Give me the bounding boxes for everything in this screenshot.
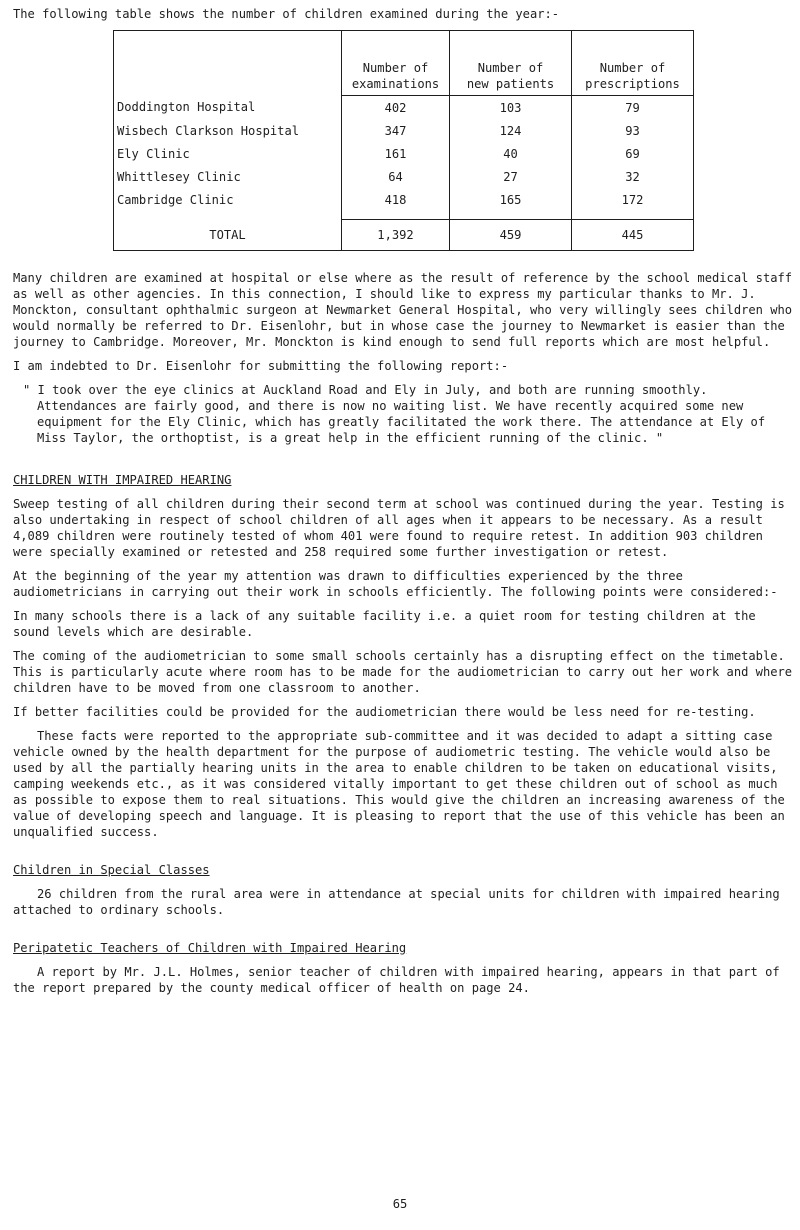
paragraph: If better facilities could be provided for the audiometrician there would be less need for re-testing. <box>13 705 756 719</box>
table-intro: The following table shows the number of children examined during the year:- <box>13 7 560 21</box>
table-spacer-row <box>114 211 694 220</box>
row-value: 347 <box>342 119 450 142</box>
examinations-table <box>113 30 694 251</box>
total-value: 1,392 <box>342 220 450 251</box>
table-total-row <box>114 220 694 251</box>
section-heading-special-classes: Children in Special Classes <box>13 863 210 877</box>
row-value: 69 <box>572 142 694 165</box>
header-examinations <box>342 31 450 96</box>
total-value: 459 <box>450 220 572 251</box>
row-value: 64 <box>342 165 450 188</box>
paragraph: Sweep testing of all children during their second term at school was continued during the year. Testing is also undertaking in respect of school children of all ages when it appears to be necessary. As a result 4,089 children were routinely tested of whom 401 were found to require retest. In addition 903 children were specially examined or retested and 258 required some further investigation or retest. <box>13 497 793 559</box>
row-value: 124 <box>450 119 572 142</box>
table-row <box>114 188 694 211</box>
total-value: 445 <box>572 220 694 251</box>
row-value: 32 <box>572 165 694 188</box>
header-new-patients <box>450 31 572 96</box>
section-heading-hearing: CHILDREN WITH IMPAIRED HEARING <box>13 473 232 487</box>
spacer-cell <box>572 211 694 220</box>
table-row <box>114 96 694 120</box>
row-name: Whittlesey Clinic <box>114 165 342 188</box>
paragraph: I am indebted to Dr. Eisenlohr for submitting the following report:- <box>13 359 509 373</box>
header-new-patients-label: Number of new patients <box>466 61 555 91</box>
paragraph: Many children are examined at hospital or else where as the result of reference by the school medical staff as well as other agencies. In this connection, I should like to express my particular thanks to Mr. J. Monckton, consultant ophthalmic surgeon at Newmarket General Hospital, who very willingly sees children who would normally be referred to Dr. Eisenlohr, but in whose case the journey to Newmarket is easier than the journey to Cambridge. Moreover, Mr. Monckton is kind enough to send full reports which are most helpful. <box>13 271 800 349</box>
quoted-report: " I took over the eye clinics at Auckland Road and Ely in July, and both are running smoothly. Attendances are fairly good, and there is now no waiting list. We have recently acquired some new equipment for the Ely Clinic, which has greatly facilitated the work there. The attendance at Ely of Miss Taylor, the orthoptist, is a great help in the efficient running of the clinic. " <box>23 383 773 445</box>
row-name: Ely Clinic <box>114 142 342 165</box>
row-name: Cambridge Clinic <box>114 188 342 211</box>
paragraph: These facts were reported to the appropriate sub-committee and it was decided to adapt a sitting case vehicle owned by the health department for the purpose of audiometric testing. The vehicle would also be used by all the partially hearing units in the area to enable children to be taken on educational visits, camping weekends etc., as it was considered vitally important to get these children out of school as much as possible to expose them to real situations. This would give the children an increasing awareness of the value of developing speech and language. It is pleasing to report that the use of this vehicle has been an unqualified success. <box>13 729 793 839</box>
paragraph: 26 children from the rural area were in attendance at special units for children with impaired hearing attached to ordinary schools. <box>13 887 787 917</box>
row-value: 172 <box>572 188 694 211</box>
total-label: TOTAL <box>114 220 342 251</box>
section-heading-peripatetic-teachers: Peripatetic Teachers of Children with Impaired Hearing <box>13 941 407 955</box>
spacer-cell <box>342 211 450 220</box>
paragraph: In many schools there is a lack of any suitable facility i.e. a quiet room for testing children at the sound levels which are desirable. <box>13 609 763 639</box>
row-value: 27 <box>450 165 572 188</box>
header-prescriptions-label: Number of prescriptions <box>585 61 680 91</box>
row-value: 418 <box>342 188 450 211</box>
row-name: Wisbech Clarkson Hospital <box>114 119 342 142</box>
table-header-row <box>114 31 694 96</box>
row-value: 402 <box>342 96 450 120</box>
page-number: 65 <box>392 1197 408 1211</box>
table-row <box>114 142 694 165</box>
row-value: 93 <box>572 119 694 142</box>
row-value: 161 <box>342 142 450 165</box>
header-examinations-label: Number of examinations <box>351 61 440 91</box>
paragraph: The coming of the audiometrician to some small schools certainly has a disrupting effect on the timetable. This is particularly acute where room has to be made for the audiometrician to carry out her work and where children have to be moved from one classroom to another. <box>13 649 800 695</box>
row-value: 79 <box>572 96 694 120</box>
spacer-cell <box>450 211 572 220</box>
row-value: 103 <box>450 96 572 120</box>
row-name: Doddington Hospital <box>114 96 342 120</box>
table-row <box>114 119 694 142</box>
table-corner-cell <box>114 31 342 96</box>
row-value: 40 <box>450 142 572 165</box>
header-prescriptions <box>572 31 694 96</box>
spacer-cell <box>114 211 342 220</box>
table-row <box>114 165 694 188</box>
paragraph: A report by Mr. J.L. Holmes, senior teacher of children with impaired hearing, appears in that part of the report prepared by the county medical officer of health on page 24. <box>13 965 787 995</box>
paragraph: At the beginning of the year my attention was drawn to difficulties experienced by the three audiometricians in carrying out their work in schools efficiently. The following points were considered:- <box>13 569 778 599</box>
document-body <box>13 270 800 1004</box>
row-value: 165 <box>450 188 572 211</box>
